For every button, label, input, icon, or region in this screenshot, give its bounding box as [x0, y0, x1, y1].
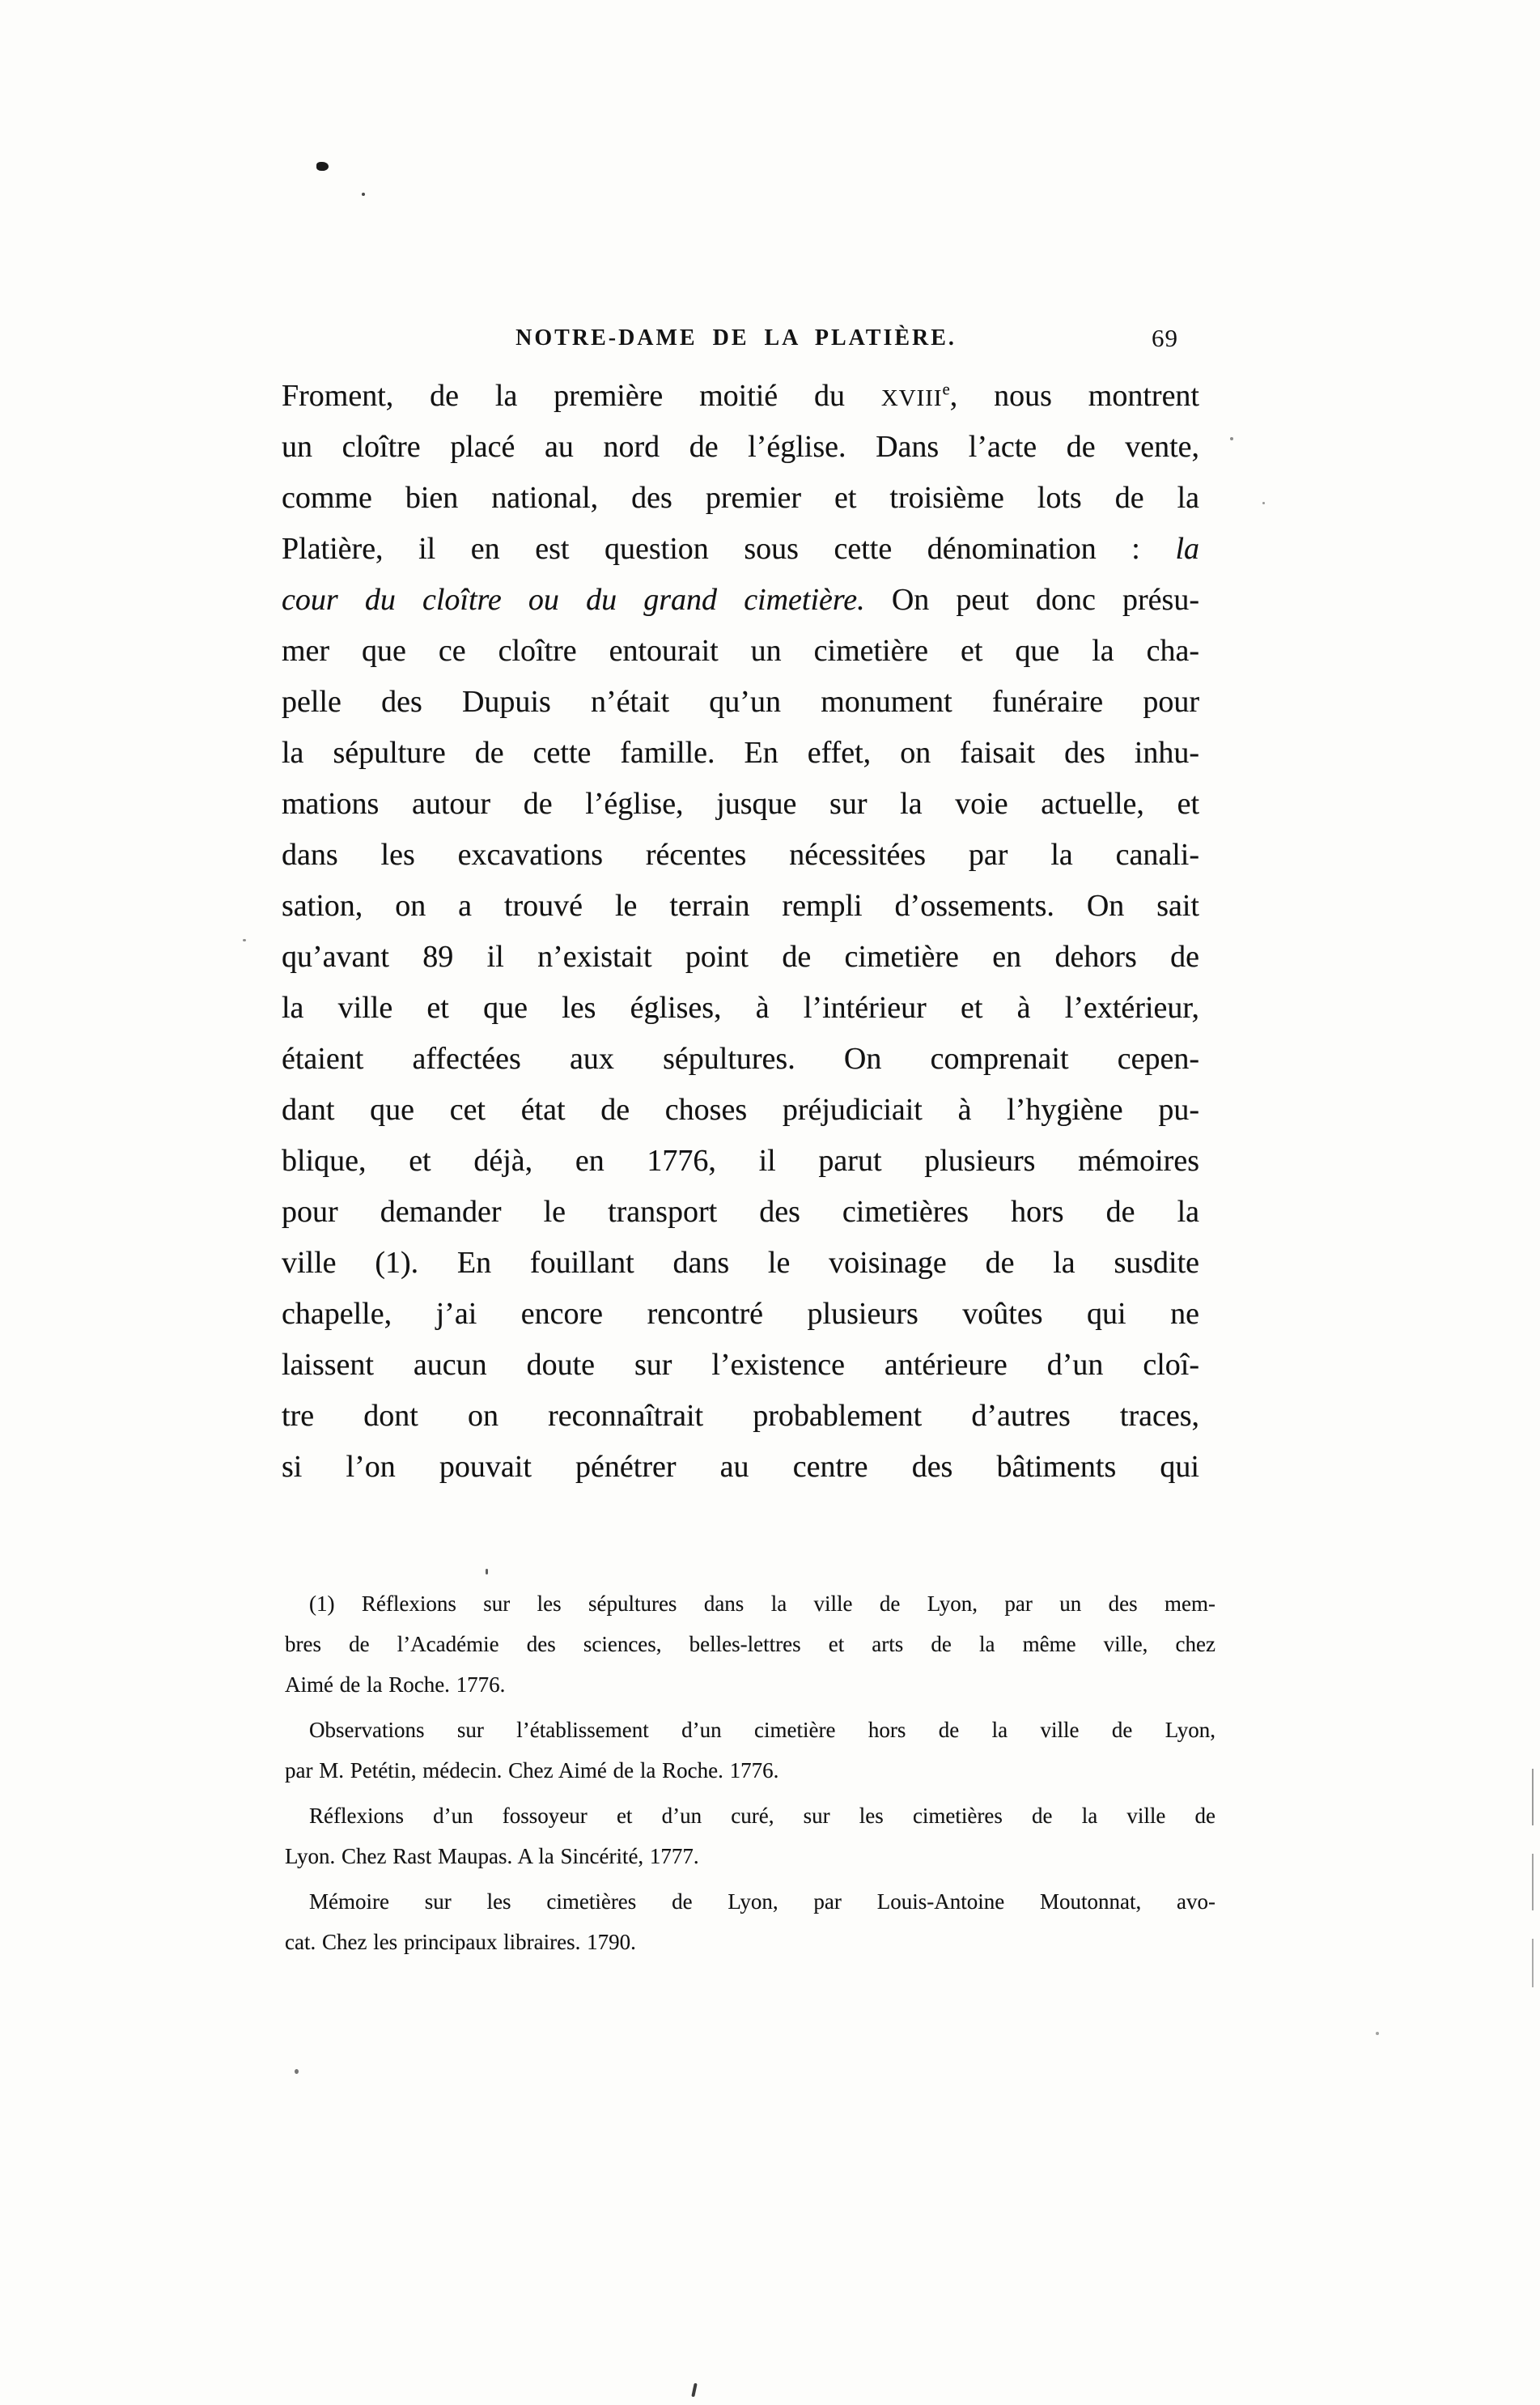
- scan-artifact: [1532, 1939, 1534, 1987]
- page-number: 69: [1152, 324, 1178, 352]
- body-text: [282, 371, 1199, 1493]
- body-line: mations autour de l’église, jusque sur la voie actuelle, et: [282, 787, 1199, 821]
- body-line: Platière, il en est question sous cette dénomination : la: [282, 532, 1199, 566]
- scan-artifact: [1262, 502, 1265, 504]
- body-line: dant que cet état de choses préjudiciait à l’hygiène pu-: [282, 1093, 1199, 1127]
- scan-artifact: [362, 193, 365, 196]
- scan-artifact: [243, 939, 246, 941]
- body-line: pelle des Dupuis n’était qu’un monument funéraire pour: [282, 685, 1199, 719]
- body-line: étaient affectées aux sépultures. On comprenait cepen-: [282, 1042, 1199, 1076]
- scan-artifact: [1376, 2032, 1379, 2035]
- scan-artifact: [486, 1569, 488, 1574]
- page-header: [282, 325, 1199, 361]
- footnote-line: Aimé de la Roche. 1776.: [285, 1672, 506, 1697]
- footnote-line: bres de l’Académie des sciences, belles-lettres et arts de la même ville, chez: [285, 1632, 1215, 1656]
- scan-artifact: [1532, 1769, 1534, 1825]
- footnote: [285, 1881, 1215, 1962]
- body-line: dans les excavations récentes nécessitées par la canali-: [282, 838, 1199, 872]
- scan-artifact: [1230, 437, 1233, 440]
- scan-artifact: [295, 2069, 299, 2074]
- body-line: si l’on pouvait pénétrer au centre des bâtiments qui: [282, 1450, 1199, 1484]
- body-line: Froment, de la première moitié du XVIIIe, nous montrent: [282, 379, 1199, 413]
- footnote-line: Mémoire sur les cimetières de Lyon, par Louis-Antoine Moutonnat, avo-: [309, 1889, 1215, 1914]
- body-line: tre dont on reconnaîtrait probablement d’autres traces,: [282, 1399, 1199, 1433]
- body-line: blique, et déjà, en 1776, il parut plusieurs mémoires: [282, 1144, 1199, 1178]
- body-line: la sépulture de cette famille. En effet, on faisait des inhu-: [282, 736, 1199, 770]
- body-line: sation, on a trouvé le terrain rempli d’ossements. On sait: [282, 889, 1199, 923]
- body-line: chapelle, j’ai encore rencontré plusieurs voûtes qui ne: [282, 1297, 1199, 1331]
- running-title: NOTRE-DAME DE LA PLATIÈRE.: [515, 325, 957, 351]
- body-line: qu’avant 89 il n’existait point de cimetière en dehors de: [282, 940, 1199, 974]
- body-line: mer que ce cloître entourait un cimetière et que la cha-: [282, 634, 1199, 668]
- footnote-line: Lyon. Chez Rast Maupas. A la Sincérité, 1777.: [285, 1844, 699, 1868]
- footnote: [285, 1583, 1215, 1705]
- footnote-line: Réflexions d’un fossoyeur et d’un curé, sur les cimetières de la ville de: [309, 1804, 1215, 1828]
- body-line: comme bien national, des premier et troisième lots de la: [282, 481, 1199, 515]
- footnote-line: cat. Chez les principaux libraires. 1790.: [285, 1930, 636, 1954]
- body-line: cour du cloître ou du grand cimetière. On peut donc présu-: [282, 583, 1199, 617]
- ink-blot: [316, 162, 329, 171]
- footnote-line: (1) Réflexions sur les sépultures dans la ville de Lyon, par un des mem-: [309, 1591, 1215, 1616]
- footnotes: [285, 1583, 1215, 1967]
- body-line: un cloître placé au nord de l’église. Dans l’acte de vente,: [282, 430, 1199, 464]
- footnote: [285, 1710, 1215, 1791]
- body-line: pour demander le transport des cimetières hors de la: [282, 1195, 1199, 1229]
- footnote-line: par M. Petétin, médecin. Chez Aimé de la Roche. 1776.: [285, 1758, 779, 1783]
- body-line: la ville et que les églises, à l’intérieur et à l’extérieur,: [282, 991, 1199, 1025]
- footnote: [285, 1795, 1215, 1876]
- scan-artifact: [691, 2383, 697, 2397]
- body-line: ville (1). En fouillant dans le voisinage de la susdite: [282, 1246, 1199, 1280]
- scan-artifact: [1532, 1854, 1534, 1910]
- body-line: laissent aucun doute sur l’existence antérieure d’un cloî-: [282, 1348, 1199, 1382]
- footnote-line: Observations sur l’établissement d’un cimetière hors de la ville de Lyon,: [309, 1718, 1215, 1742]
